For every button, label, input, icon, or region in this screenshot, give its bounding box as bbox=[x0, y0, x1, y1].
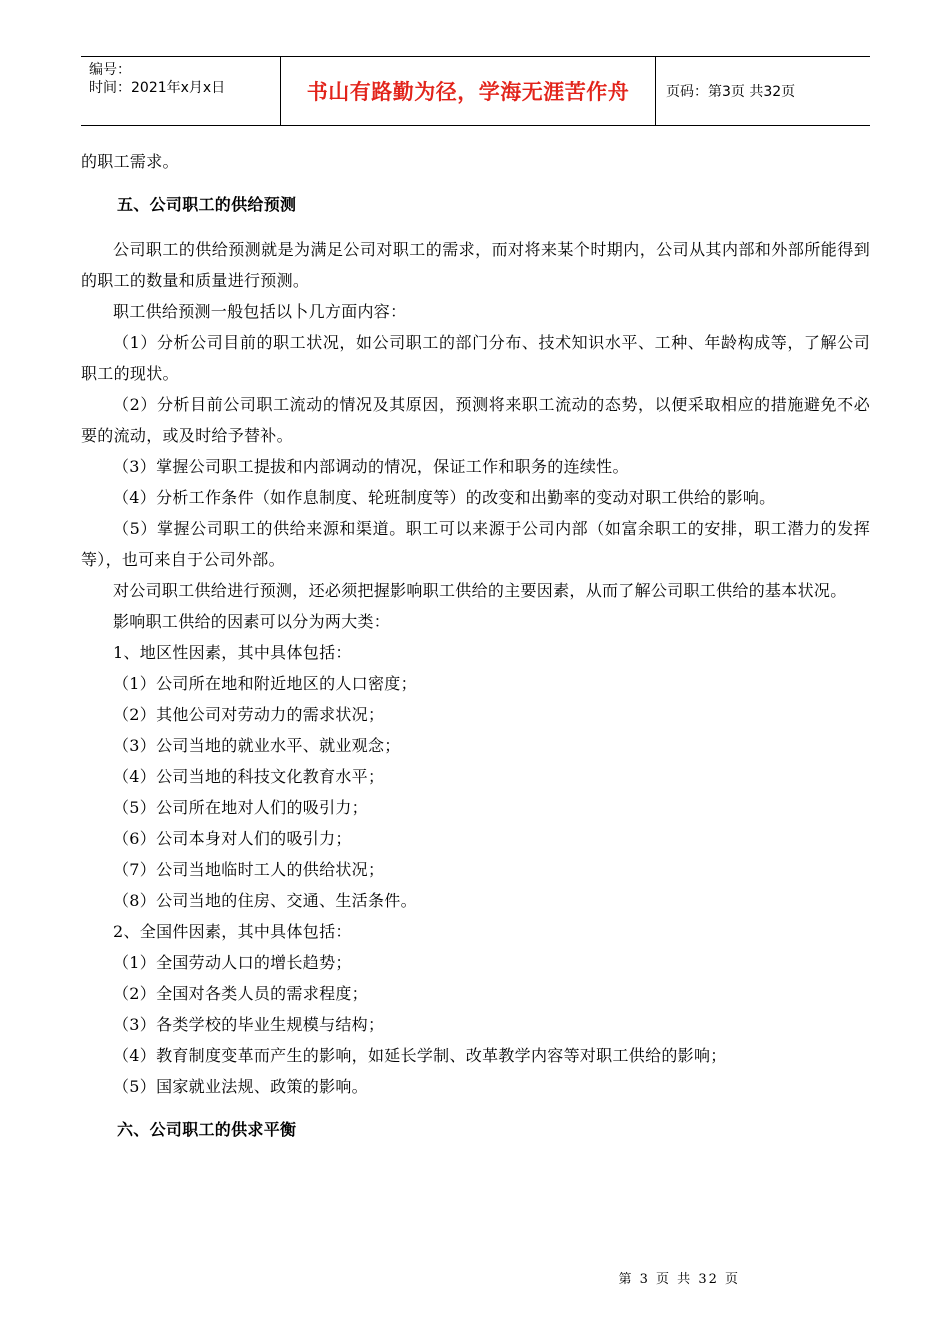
list-item: （5）公司所在地对人们的吸引力； bbox=[113, 798, 368, 817]
footer-page-number: 第 3 页 共 32 页 bbox=[618, 1272, 740, 1287]
paragraph: （5）掌握公司职工的供给来源和渠道。职工可以来源于公司内部（如富余职工的安排，职工潜力的发挥等），也可来自于公司外部。 bbox=[81, 519, 870, 569]
list-item: （4）教育制度变革而产生的影响，如延长学制、改革教学内容等对职工供给的影响； bbox=[113, 1046, 727, 1065]
list-item: （4）公司当地的科技文化教育水平； bbox=[113, 767, 385, 786]
list-item: （8）公司当地的住房、交通、生活条件。 bbox=[113, 891, 417, 910]
list-item: （5）国家就业法规、政策的影响。 bbox=[113, 1077, 368, 1096]
paragraph: 职工供给预测一般包括以卜几方面内容： bbox=[113, 302, 407, 321]
list-item: （1）公司所在地和附近地区的人口密度； bbox=[113, 674, 417, 693]
section-heading-6: 六、公司职工的供求平衡 bbox=[117, 1120, 297, 1139]
list-item: （2）其他公司对劳动力的需求状况； bbox=[113, 705, 385, 724]
paragraph: 对公司职工供给进行预测，还必须把握影响职工供给的主要因素，从而了解公司职工供给的基本状况。 bbox=[113, 581, 847, 600]
list-item: （7）公司当地临时工人的供给状况； bbox=[113, 860, 385, 879]
document-header bbox=[81, 56, 870, 126]
list-item: （3）公司当地的就业水平、就业观念； bbox=[113, 736, 401, 755]
document-time-label: 时间：2021年x月x日 bbox=[89, 80, 226, 96]
list-item: （3）各类学校的毕业生规模与结构； bbox=[113, 1015, 385, 1034]
list-item: （2）全国对各类人员的需求程度； bbox=[113, 984, 368, 1003]
document-body bbox=[81, 146, 870, 1151]
list-item: （6）公司本身对人们的吸引力； bbox=[113, 829, 352, 848]
list-item: （1）全国劳动人口的增长趋势； bbox=[113, 953, 352, 972]
page-footer bbox=[0, 1268, 950, 1287]
paragraph: （3）掌握公司职工提拔和内部调动的情况，保证工作和职务的连续性。 bbox=[113, 457, 629, 476]
list-heading: 2、全国件因素，其中具体包括： bbox=[113, 922, 352, 941]
paragraph: （1）分析公司目前的职工状况，如公司职工的部门分布、技术知识水平、工种、年龄构成等，了解公司职工的现状。 bbox=[81, 333, 870, 383]
paragraph: 影响职工供给的因素可以分为两大类： bbox=[113, 612, 391, 631]
paragraph: 的职工需求。 bbox=[81, 152, 179, 171]
paragraph: （2）分析目前公司职工流动的情况及其原因，预测将来职工流动的态势，以便采取相应的措施避免不必要的流动，或及时给予替补。 bbox=[81, 395, 870, 445]
header-page-code: 页码：第3页 共32页 bbox=[666, 84, 796, 100]
paragraph: （4）分析工作条件（如作息制度、轮班制度等）的改变和出勤率的变动对职工供给的影响。 bbox=[113, 488, 776, 507]
paragraph: 公司职工的供给预测就是为满足公司对职工的需求，而对将来某个时期内，公司从其内部和外部所能得到的职工的数量和质量进行预测。 bbox=[81, 240, 870, 290]
document-number-label: 编号： bbox=[89, 62, 131, 78]
section-heading-5: 五、公司职工的供给预测 bbox=[117, 195, 297, 214]
header-meta-cell bbox=[81, 57, 281, 125]
list-heading: 1、地区性因素，其中具体包括： bbox=[113, 643, 352, 662]
header-motto: 书山有路勤为径，学海无涯苦作舟 bbox=[281, 57, 656, 125]
